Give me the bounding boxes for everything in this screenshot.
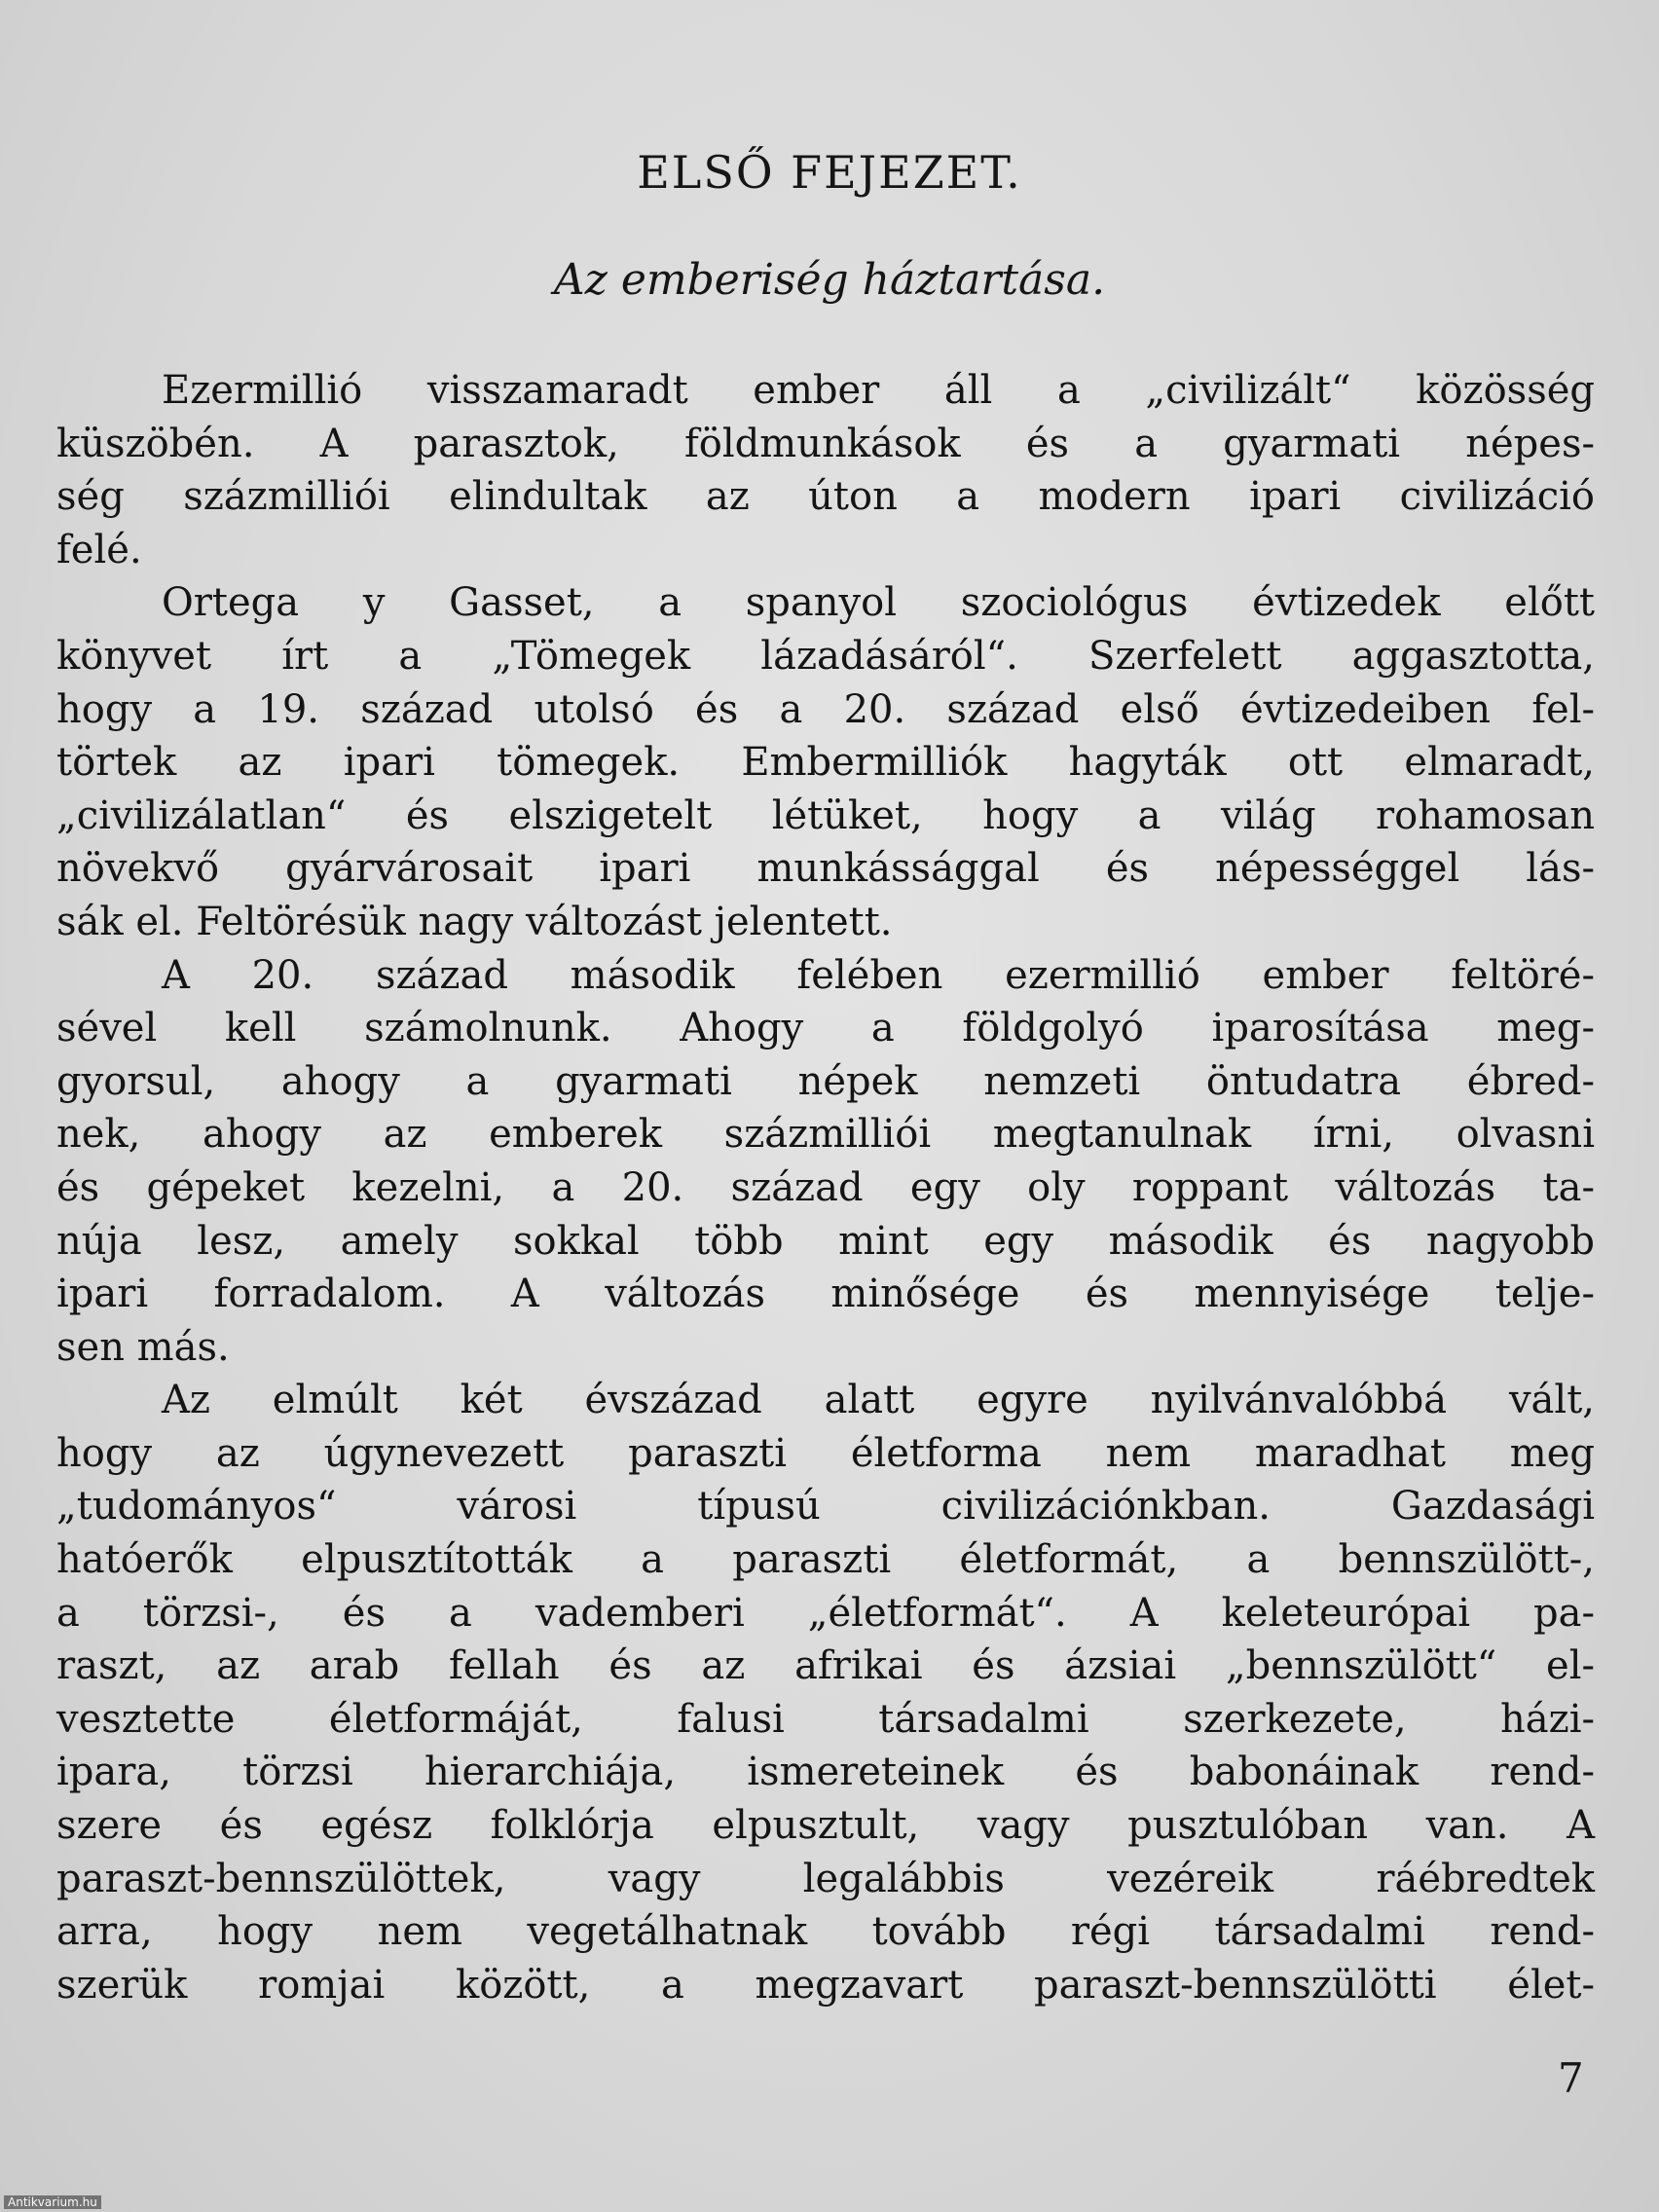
text-line: Az elmúlt két évszázad alatt egyre nyilvánvalóbbá vált, [162,1378,1595,1423]
text-line: gyorsul, ahogy a gyarmati népek nemzeti öntudatra ébred- [56,1058,1595,1104]
text-line: A 20. század második felében ezermillió ember feltöré- [162,952,1595,998]
text-line: szere és egész folklórja elpusztult, vagy pusztulóban van. A [56,1803,1595,1849]
text-line: könyvet írt a „Tömegek lázadásáról“. Szerfelett aggasztotta, [56,633,1595,679]
text-line: ipari forradalom. A változás minősége és mennyisége telje- [56,1272,1595,1317]
text-line: Ezermillió visszamaradt ember áll a „civilizált“ közösség [162,368,1595,413]
text-line: növekvő gyárvárosait ipari munkássággal és népességgel lás- [56,846,1595,892]
text-line: Ortega y Gasset, a spanyol szociológus évtizedek előtt [162,580,1595,626]
text-line: felé. [56,527,142,572]
text-line: ség százmilliói elindultak az úton a modern ipari civilizáció [56,474,1595,520]
chapter-title: Az emberiség háztartása. [553,255,1106,305]
text-line: raszt, az arab fellah és az afrikai és ázsiai „bennszülött“ el- [56,1643,1595,1689]
body-text [56,364,1595,2011]
watermark: Antikvarium.hu [4,2195,101,2209]
text-line: sen más. [56,1324,230,1370]
text-line: „civilizálatlan“ és elszigetelt létüket, hogy a világ rohamosan [56,793,1595,838]
text-line: sák el. Feltörésük nagy változást jelentett. [56,899,893,944]
text-line: vesztette életformáját, falusi társadalmi szerkezete, házi- [56,1696,1595,1742]
chapter-heading: ELSŐ FEJEZET. [637,146,1022,199]
text-line: núja lesz, amely sokkal több mint egy második és nagyobb [56,1218,1595,1264]
text-line: hogy a 19. század utolsó és a 20. század első évtizedeiben fel- [56,686,1595,732]
page-number: 7 [1558,2054,1584,2102]
text-line: „tudományos“ városi típusú civilizációnkban. Gazdasági [56,1484,1595,1530]
text-line: küszöbén. A parasztok, földmunkások és a gyarmati népes- [56,421,1595,466]
text-line: ipara, törzsi hierarchiája, ismereteinek és babonáinak rend- [56,1750,1595,1795]
text-line: szerük romjai között, a megzavart paraszt-bennszülötti élet- [56,1962,1595,2008]
text-line: hatóerők elpusztították a paraszti életformát, a bennszülött-, [56,1537,1595,1583]
text-line: és gépeket kezelni, a 20. század egy oly roppant változás ta- [56,1164,1595,1210]
text-line: nek, ahogy az emberek százmilliói megtanulnak írni, olvasni [56,1112,1595,1158]
text-line: paraszt-bennszülöttek, vagy legalábbis vezéreik ráébredtek [56,1856,1595,1901]
text-line: sével kell számolnunk. Ahogy a földgolyó iparosítása meg- [56,1006,1595,1051]
text-line: a törzsi-, és a vademberi „életformát“. A keleteurópai pa- [56,1590,1595,1636]
text-line: törtek az ipari tömegek. Embermilliók hagyták ott elmaradt, [56,740,1595,786]
text-line: arra, hogy nem vegetálhatnak tovább régi társadalmi rend- [56,1909,1595,1955]
text-line: hogy az úgynevezett paraszti életforma nem maradhat meg [56,1430,1595,1476]
